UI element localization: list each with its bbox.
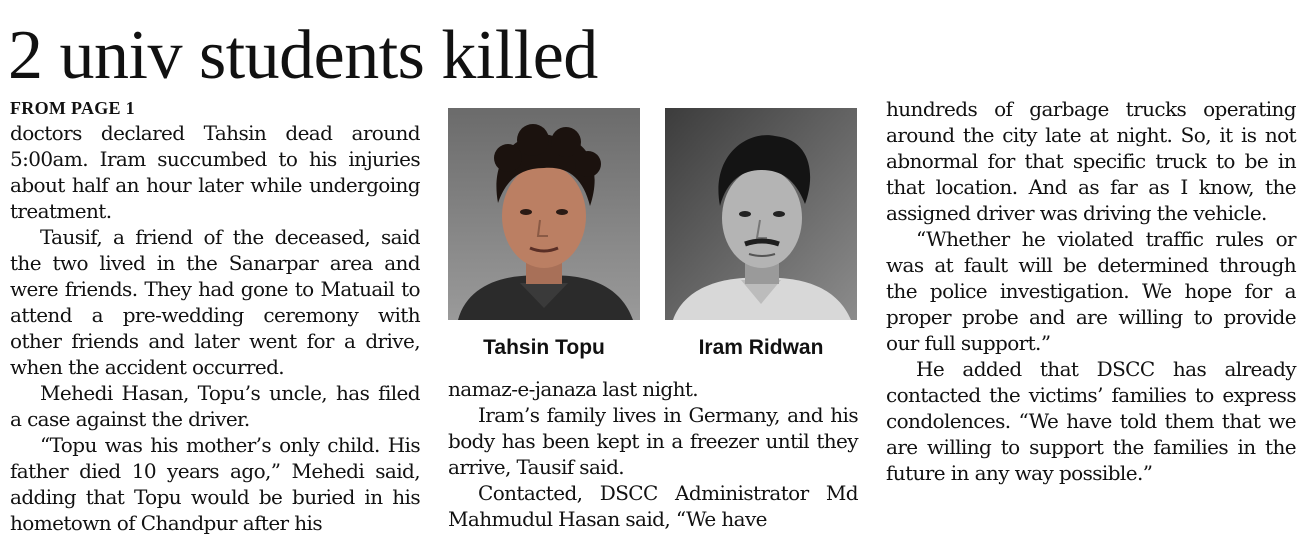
photo-caption: Iram Ridwan <box>698 336 824 359</box>
paragraph: “Whether he violated traffic rules or was at fault will be determined through the police investigation. We hope for a proper probe and are willing to provide our full support.” <box>886 227 1296 355</box>
paragraph: Contacted, DSCC Administrator Md Mahmudul Hasan said, “We have <box>448 481 858 531</box>
paragraph: Mehedi Hasan, Topu’s uncle, has filed a case against the driver. <box>10 381 420 431</box>
portrait-image <box>665 108 857 320</box>
paragraph: Iram’s family lives in Germany, and his body has been kept in a freezer until they arrive, Tausif said. <box>448 403 858 479</box>
paragraph: Tausif, a friend of the deceased, said the two lived in the Sanarpar area and were friends. They had gone to Matuail to attend a pre-wedding ceremony with other friends and later went for a drive, when the accident occurred. <box>10 225 420 379</box>
paragraph: hundreds of garbage trucks operating around the city late at night. So, it is not abnormal for that specific truck to be in that location. And as far as I know, the assigned driver was driving the vehicle. <box>886 97 1296 225</box>
article-column-3 <box>886 96 1296 486</box>
article-column-2 <box>448 376 858 532</box>
article-column-1 <box>10 120 420 536</box>
paragraph: namaz-e-janaza last night. <box>448 377 699 401</box>
portrait-image <box>448 108 640 320</box>
paragraph: “Topu was his mother’s only child. His father died 10 years ago,” Mehedi said, adding that Topu would be buried in his hometown of Chandpur after his <box>10 433 420 535</box>
kicker-from-page: FROM PAGE 1 <box>10 98 135 118</box>
photo-iram-ridwan <box>665 108 857 320</box>
paragraph: doctors declared Tahsin dead around 5:00am. Iram succumbed to his injuries about half an hour later while undergoing treatment. <box>10 121 420 223</box>
headline: 2 univ students killed <box>8 17 598 94</box>
paragraph: He added that DSCC has already contacted the victims’ families to express condolences. “We have told them that we are willing to support the families in the future in any way possible.” <box>886 357 1296 485</box>
photo-caption: Tahsin Topu <box>483 336 605 359</box>
photo-tahsin-topu <box>448 108 640 320</box>
